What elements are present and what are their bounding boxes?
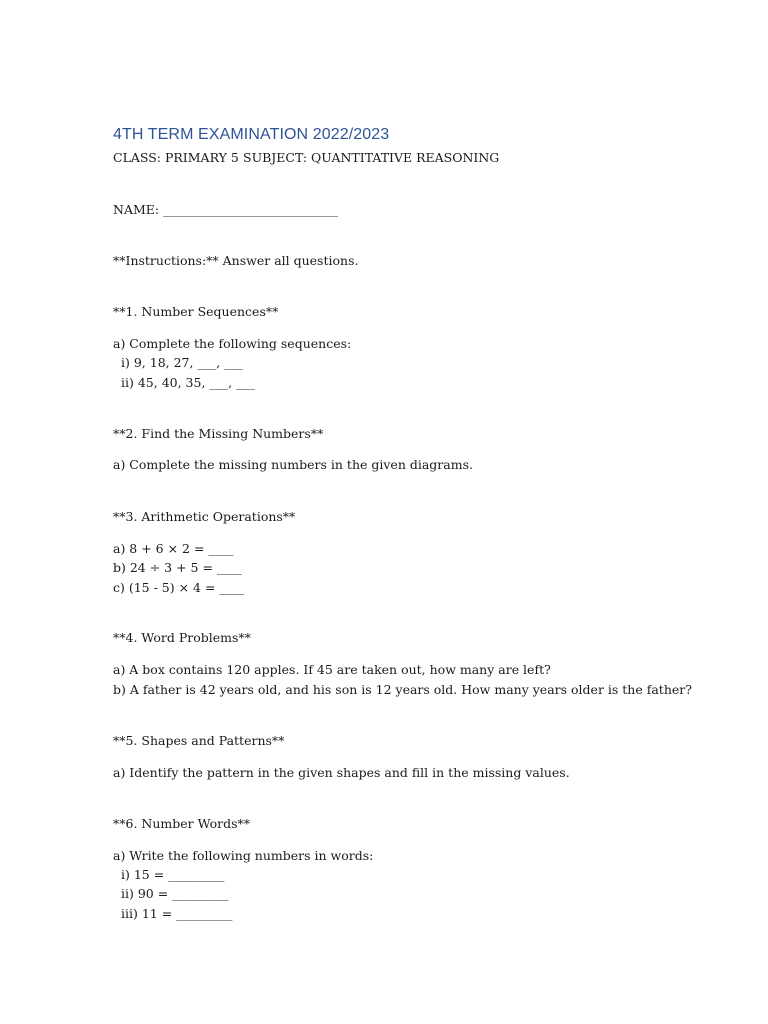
question-line: b) A father is 42 years old, and his son is 12 years old. How many years older is the father? bbox=[113, 682, 692, 697]
question-line: a) A box contains 120 apples. If 45 are taken out, how many are left? bbox=[113, 662, 551, 677]
exam-title: 4TH TERM EXAMINATION 2022/2023 bbox=[113, 126, 390, 143]
question-line: ii) 45, 40, 35, ___, ___ bbox=[121, 375, 255, 390]
question-line: a) Complete the missing numbers in the given diagrams. bbox=[113, 457, 473, 472]
question-line: i) 15 = _________ bbox=[121, 867, 225, 882]
question-line: a) Complete the following sequences: bbox=[113, 336, 352, 351]
section-heading: **4. Word Problems** bbox=[113, 630, 251, 645]
question-line: b) 24 ÷ 3 + 5 = ____ bbox=[113, 560, 242, 575]
section-heading: **2. Find the Missing Numbers** bbox=[113, 426, 324, 441]
question-line: iii) 11 = _________ bbox=[121, 906, 233, 921]
question-line: a) 8 + 6 × 2 = ____ bbox=[113, 541, 234, 556]
question-line: a) Write the following numbers in words: bbox=[113, 848, 374, 863]
question-line: i) 9, 18, 27, ___, ___ bbox=[121, 355, 243, 370]
section-heading: **1. Number Sequences** bbox=[113, 304, 279, 319]
name-field: NAME: ____________________________ bbox=[113, 202, 339, 217]
instructions: **Instructions:** Answer all questions. bbox=[113, 253, 359, 268]
section-heading: **6. Number Words** bbox=[113, 816, 251, 831]
subject-label: SUBJECT: QUANTITATIVE REASONING bbox=[243, 150, 500, 165]
section-heading: **5. Shapes and Patterns** bbox=[113, 733, 285, 748]
class-label: CLASS: PRIMARY 5 bbox=[113, 150, 239, 165]
question-line: c) (15 - 5) × 4 = ____ bbox=[113, 580, 245, 595]
question-line: a) Identify the pattern in the given shapes and fill in the missing values. bbox=[113, 765, 570, 780]
section-heading: **3. Arithmetic Operations** bbox=[113, 509, 296, 524]
question-line: ii) 90 = _________ bbox=[121, 886, 229, 901]
